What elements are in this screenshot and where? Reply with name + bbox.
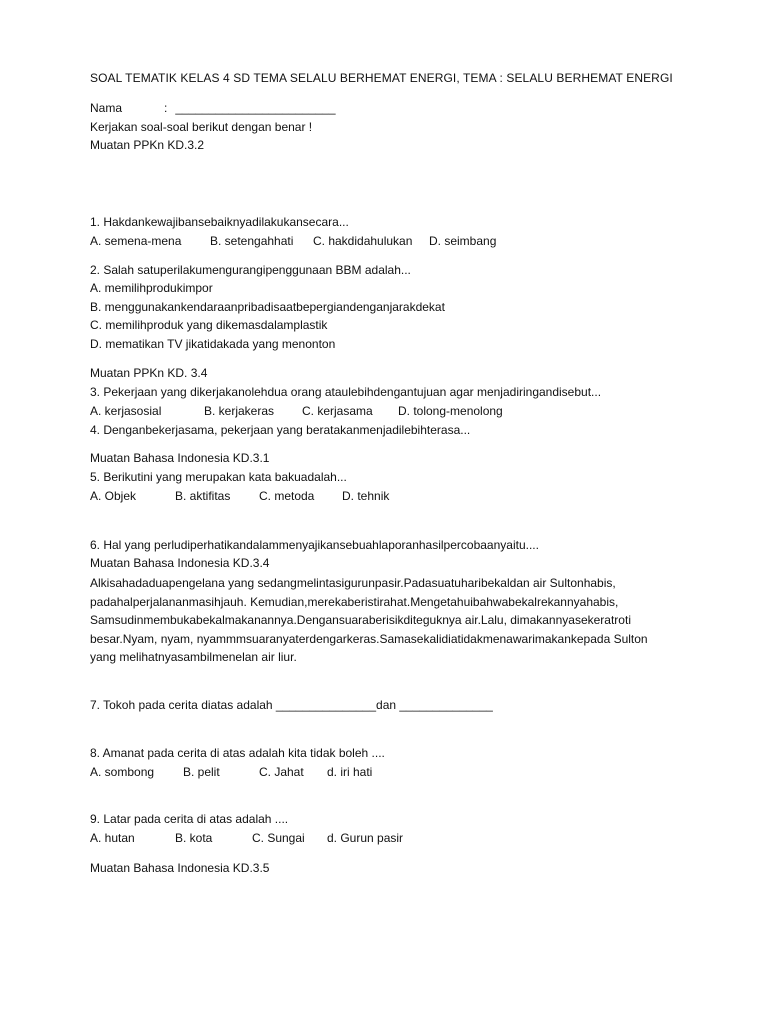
option: D. tolong-menolong	[398, 404, 503, 418]
question-2: 2. Salah satuperilakumengurangipenggunaan BBM adalah...	[90, 263, 411, 277]
option: A. sombong	[90, 765, 155, 779]
name-separator: :	[164, 101, 168, 115]
option: A. hutan	[90, 831, 135, 845]
option: A. kerjasosial	[90, 404, 162, 418]
option: B. aktifitas	[175, 489, 231, 503]
option: C. metoda	[259, 489, 315, 503]
question-2-option-b: B. menggunakankendaraanpribadisaatbepergiandenganjarakdekat	[90, 300, 445, 314]
section-heading-bi-3-1: Muatan Bahasa Indonesia KD.3.1	[90, 451, 270, 465]
story-line: yang melihatnyasambilmenelan air liur.	[90, 650, 297, 664]
section-heading-ppkn-3-2: Muatan PPKn KD.3.2	[90, 138, 205, 152]
name-line	[90, 100, 336, 116]
option: A. semena-mena	[90, 234, 182, 248]
option: d. Gurun pasir	[327, 831, 404, 845]
section-heading-bi-3-4: Muatan Bahasa Indonesia KD.3.4	[90, 556, 270, 570]
question-1-options	[90, 233, 496, 249]
story-line: Samsudinmembukabekalmakanannya.Dengansuaraberisikditeguknya air.Lalu, dimakannyasekeratroti	[90, 613, 631, 627]
option: d. iri hati	[327, 765, 373, 779]
question-9: 9. Latar pada cerita di atas adalah ....	[90, 812, 289, 826]
question-8: 8. Amanat pada cerita di atas adalah kita tidak boleh ....	[90, 746, 385, 760]
story-line: padahalperjalananmasihjauh. Kemudian,merekaberistirahat.Mengetahuibahwabekalrekannyahabis,	[90, 595, 619, 609]
question-6: 6. Hal yang perludiperhatikandalammenyajikansebuahlaporanhasilpercobaanyaitu....	[90, 538, 539, 552]
option: C. Sungai	[252, 831, 305, 845]
option: B. setengahhati	[210, 234, 294, 248]
question-8-options	[90, 764, 372, 780]
question-5: 5. Berikutini yang merupakan kata bakuadalah...	[90, 470, 347, 484]
question-4: 4. Denganbekerjasama, pekerjaan yang beratakanmenjadilebihterasa...	[90, 423, 471, 437]
question-7: 7. Tokoh pada cerita diatas adalah _______________dan ______________	[90, 698, 493, 712]
worksheet-title: SOAL TEMATIK KELAS 4 SD TEMA SELALU BERHEMAT ENERGI, TEMA : SELALU BERHEMAT ENERGI	[90, 71, 673, 85]
name-blank: ________________________	[175, 101, 336, 115]
story-line: Alkisahadaduapengelana yang sedangmelintasigurunpasir.Padasuatuharibekaldan air Sultonhabis,	[90, 576, 616, 590]
question-1: 1. Hakdankewajibansebaiknyadilakukansecara...	[90, 215, 349, 229]
question-3-options	[90, 403, 503, 419]
name-label: Nama	[90, 101, 123, 115]
question-3: 3. Pekerjaan yang dikerjakanolehdua orang ataulebihdengantujuan agar menjadiringandisebut...	[90, 385, 602, 399]
option: D. seimbang	[429, 234, 497, 248]
option: B. kota	[175, 831, 213, 845]
option: C. hakdidahulukan	[313, 234, 413, 248]
option: B. kerjakeras	[204, 404, 275, 418]
question-2-option-a: A. memilihprodukimpor	[90, 281, 213, 295]
option: C. kerjasama	[302, 404, 373, 418]
option: D. tehnik	[342, 489, 390, 503]
instruction: Kerjakan soal-soal berikut dengan benar !	[90, 120, 313, 134]
option: C. Jahat	[259, 765, 304, 779]
option: B. pelit	[183, 765, 220, 779]
section-heading-bi-3-5: Muatan Bahasa Indonesia KD.3.5	[90, 861, 270, 875]
question-2-option-d: D. mematikan TV jikatidakada yang menonton	[90, 337, 336, 351]
question-9-options	[90, 830, 403, 846]
section-heading-ppkn-3-4: Muatan PPKn KD. 3.4	[90, 366, 208, 380]
question-5-options	[90, 488, 389, 504]
question-2-option-c: C. memilihproduk yang dikemasdalamplastik	[90, 318, 328, 332]
story-line: besar.Nyam, nyam, nyammmsuaranyaterdengarkeras.Samasekalidiatidakmenawarimakankepada Sulton	[90, 632, 648, 646]
option: A. Objek	[90, 489, 137, 503]
